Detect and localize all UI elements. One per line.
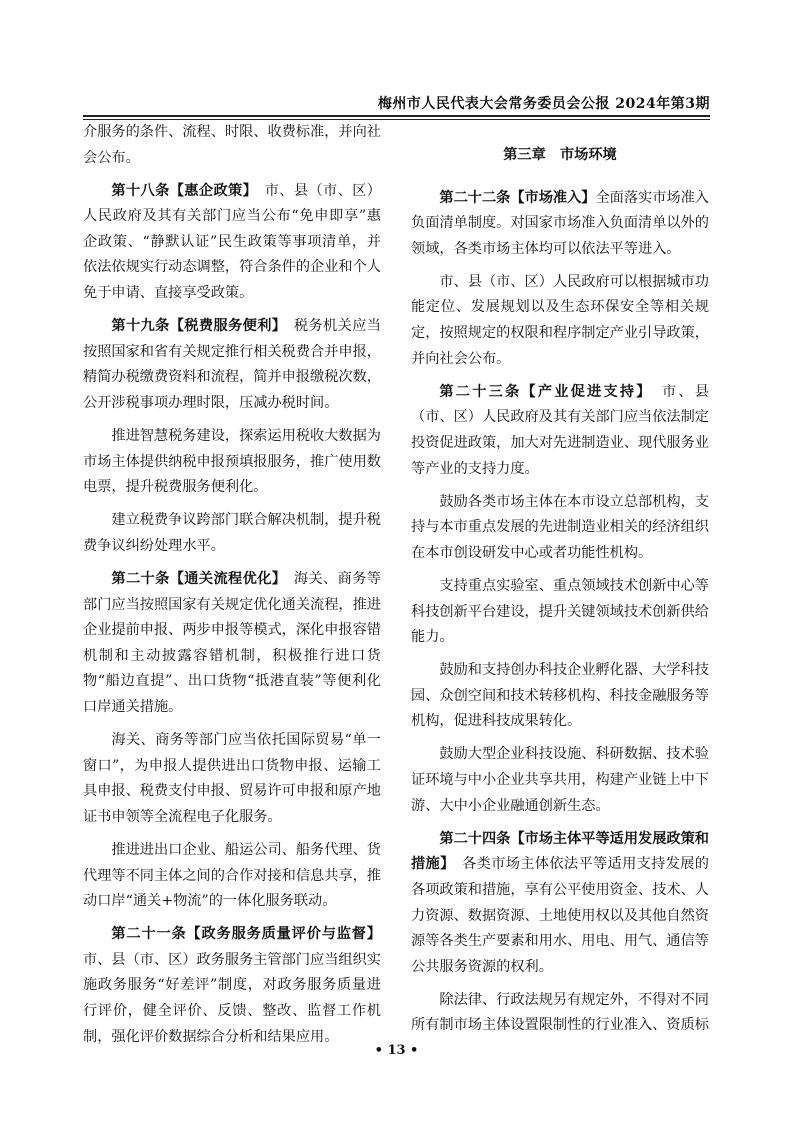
paragraph: 介服务的条件、流程、时限、收费标准，并向社会公布。 (83, 124, 381, 166)
paragraph: 除法律、行政法规另有规定外，不得对不同所有制市场主体设置限制性的行业准入、资质标 (411, 991, 709, 1034)
paragraph: 支持重点实验室、重点领域技术创新中心等科技创新平台建设，提升关键领域技术创新供给能力。 (411, 577, 709, 646)
article-24: 第二十四条【市场主体平等适用发展政策和措施】 各类市场主体依法平等适用支持发展的各项政策和措施，享有公平使用资金、技术、人力资源、数据资源、土地使用权以及其他自然资源等各类生产要素和用水、用电、用气、通信等公共服务资源的权利。 (411, 830, 709, 975)
article-22: 第二十二条【市场准入】全面落实市场准入负面清单制度。对国家市场准入负面清单以外的领域，各类市场主体均可以依法平等进入。 (411, 189, 709, 257)
journal-header: 梅州市人民代表大会常务委员会公报 2024年第3期 (377, 96, 710, 112)
paragraph: 推进智慧税务建设，探索运用税收大数据为市场主体提供纳税申报预填报服务，推广使用数电票，提升税费服务便利化。 (83, 428, 381, 496)
right-column (411, 120, 709, 1047)
article-23: 第二十三条【产业促进支持】 市、县（市、区）人民政府及其有关部门应当依法制定投资促进政策，加大对先进制造业、现代服务业等产业的支持力度。 (411, 383, 709, 477)
paragraph: 推进进出口企业、船运公司、船务代理、货代理等不同主体之间的合作对接和信息共享，推动口岸“通关+物流”的一体化服务联动。 (83, 841, 381, 910)
left-column (83, 120, 381, 1058)
article-19: 第十九条【税费服务便利】 税务机关应当按照国家和省有关规定推行相关税费合并申报，精简办税缴费资料和流程，简并申报缴税次数，公开涉税事项办理时限，压减办税时间。 (83, 318, 381, 411)
article-18: 第十八条【惠企政策】 市、县（市、区）人民政府及其有关部门应当公布“免申即享”惠企政策、“静默认证”民生政策等事项清单，并依法依规实行动态调整，符合条件的企业和个人免于申请、直接享受政策。 (83, 182, 381, 302)
paragraph: 市、县（市、区）人民政府可以根据城市功能定位、发展规划以及生态环保安全等相关规定，按照规定的权限和程序制定产业引导政策，并向社会公布。 (411, 273, 709, 367)
article-heading: 第二十一条【政务服务质量评价与监督】 (111, 926, 381, 943)
article-heading: 第十八条【惠企政策】 (111, 182, 251, 199)
article-21: 第二十一条【政务服务质量评价与监督】市、县（市、区）政务服务主管部门应当组织实施政务服务“好差评”制度，对政务服务质量进行评价，健全评价、反馈、整改、监督工作机制，强化评价数据综合分析和结果应用。 (83, 926, 381, 1045)
article-heading: 第二十四条【市场主体平等适用发展政策和措施】 (411, 830, 709, 873)
paragraph: 建立税费争议跨部门联合解决机制，提升税费争议纠纷处理水平。 (83, 512, 381, 554)
paragraph: 鼓励大型企业科技设施、科研数据、技术验证环境与中小企业共享共用，构建产业链上中下游、大中小企业融通创新生态。 (411, 746, 709, 814)
article-20: 第二十条【通关流程优化】 海关、商务等部门应当按照国家有关规定优化通关流程，推进企业提前申报、两步申报等模式，深化申报容错机制和主动披露容错机制，积极推行进口货物“船边直提”、出口货物“抵港直装”等便利化口岸通关措施。 (83, 571, 381, 715)
paragraph: 鼓励各类市场主体在本市设立总部机构，支持与本市重点发展的先进制造业相关的经济组织在本市创设研发中心或者功能性机构。 (411, 493, 709, 561)
article-heading: 第十九条【税费服务便利】 (111, 318, 280, 335)
article-heading: 第二十条【通关流程优化】 (111, 571, 280, 587)
article-heading: 第二十二条【市场准入】 (439, 189, 596, 206)
chapter-title: 第三章 市场环境 (503, 147, 617, 163)
paragraph: 海关、商务等部门应当依托国际贸易“单一窗口”，为申报人提供进出口货物申报、运输工具申报、税费支付申报、贸易许可申报和原产地证书申领等全流程电子化服务。 (83, 732, 381, 825)
header-rule-thick (83, 115, 710, 117)
paragraph: 鼓励和支持创办科技企业孵化器、大学科技园、众创空间和技术转移机构、科技金融服务等机构，促进科技成果转化。 (411, 662, 709, 730)
page-number: • 13 • (374, 1043, 419, 1058)
article-heading: 第二十三条【产业促进支持】 (439, 383, 646, 400)
